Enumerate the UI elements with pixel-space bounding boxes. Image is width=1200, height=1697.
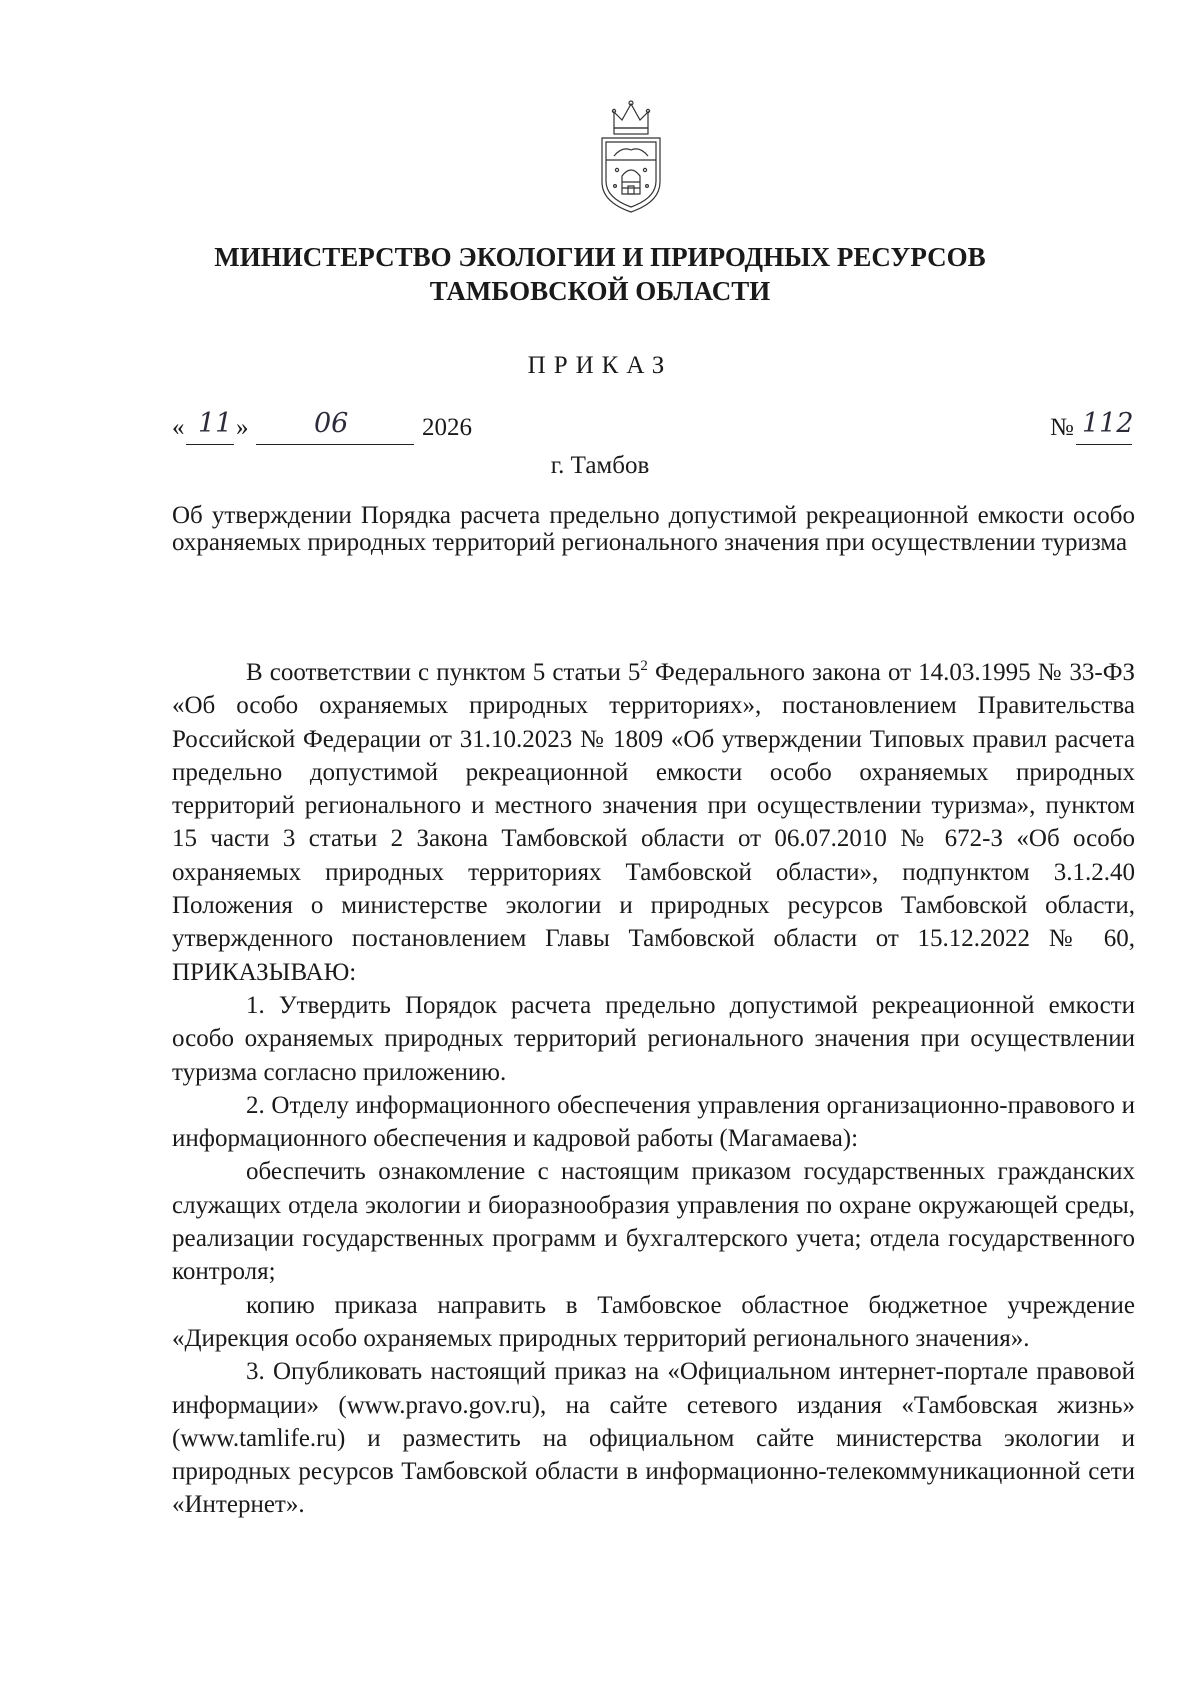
number-label: № [1050, 414, 1074, 441]
preamble-text-start: В соответствии с пунктом 5 статьи 5 [246, 659, 641, 686]
preamble-superscript: 2 [640, 658, 648, 674]
date-quote-close: » [236, 414, 249, 441]
organization-line-2: ТАМБОВСКОЙ ОБЛАСТИ [429, 276, 771, 306]
order-body [172, 656, 1135, 1522]
organization-name [0, 240, 1200, 308]
date-day: 11 [198, 408, 233, 439]
date-year: 2026 [422, 414, 472, 441]
day-underline [186, 444, 234, 445]
month-underline [256, 444, 414, 445]
date-quote-open: « [172, 414, 185, 441]
paragraph-preamble [172, 656, 1135, 989]
paragraph-item-2-familiarize: обеспечить ознакомление с настоящим приказом государственных гражданских служащих отдела экологии и биоразнообразия управления по охране окружающей среды, реализации государственных программ и бухгалтерского учета; отдела государственного контроля; [172, 1158, 1135, 1286]
paragraph-item-1: 1. Утвердить Порядок расчета предельно допустимой рекреационной емкости особо охраняемых природных территорий регионального значения при осуществлении туризма согласно приложению. [172, 991, 1135, 1086]
preamble-text-end: Федерального закона от 14.03.1995 № 33-ФЗ «Об особо охраняемых природных территориях», постановлением Правительства Российской Федерации от 31.10.2023 № 1809 «Об утверждении Типовых правил расчета предельно допустимой рекреационной емкости особо охраняемых природных территорий регионального и местного значения при осуществлении туризма», пунктом 15 части 3 статьи 2 Закона Тамбовской области от 06.07.2010 № 672-З «Об особо охраняемых природных территориях Тамбовской области», подпунктом 3.1.2.40 Положения о министерстве экологии и природных ресурсов Тамбовской области, утвержденного постановлением Главы Тамбовской области от 15.12.2022 № 60, ПРИКАЗЫВАЮ: [172, 659, 1135, 986]
date-month: 06 [314, 408, 349, 439]
paragraph-item-3: 3. Опубликовать настоящий приказ на «Официальном интернет-портале правовой информации» (www.pravo.gov.ru), на сайте сетевого издания «Тамбовская жизнь» (www.tamlife.ru) и разместить на официальном сайте министерства экологии и природных ресурсов Тамбовской области в информационно-телекоммуникационной сети «Интернет». [172, 1358, 1135, 1519]
number-underline [1076, 444, 1132, 445]
date-number-row [172, 408, 1134, 450]
paragraph-item-2-send-copy: копию приказа направить в Тамбовское областное бюджетное учреждение «Дирекция особо охраняемых природных территорий регионального значения». [172, 1291, 1135, 1352]
organization-line-1: МИНИСТЕРСТВО ЭКОЛОГИИ И ПРИРОДНЫХ РЕСУРСОВ [214, 242, 986, 272]
order-number: 112 [1082, 408, 1134, 439]
city: г. Тамбов [550, 452, 650, 479]
paragraph-item-2: 2. Отделу информационного обеспечения управления организационно-правового и информационного обеспечения и кадровой работы (Магамаева): [172, 1091, 1135, 1153]
tambov-coat-of-arms-icon [592, 98, 670, 216]
document-type: ПРИКАЗ [527, 352, 673, 379]
order-subject: Об утверждении Порядка расчета предельно допустимой рекреационной емкости особо охраняемых природных территорий регионального значения при осуществлении туризма [172, 502, 1135, 556]
